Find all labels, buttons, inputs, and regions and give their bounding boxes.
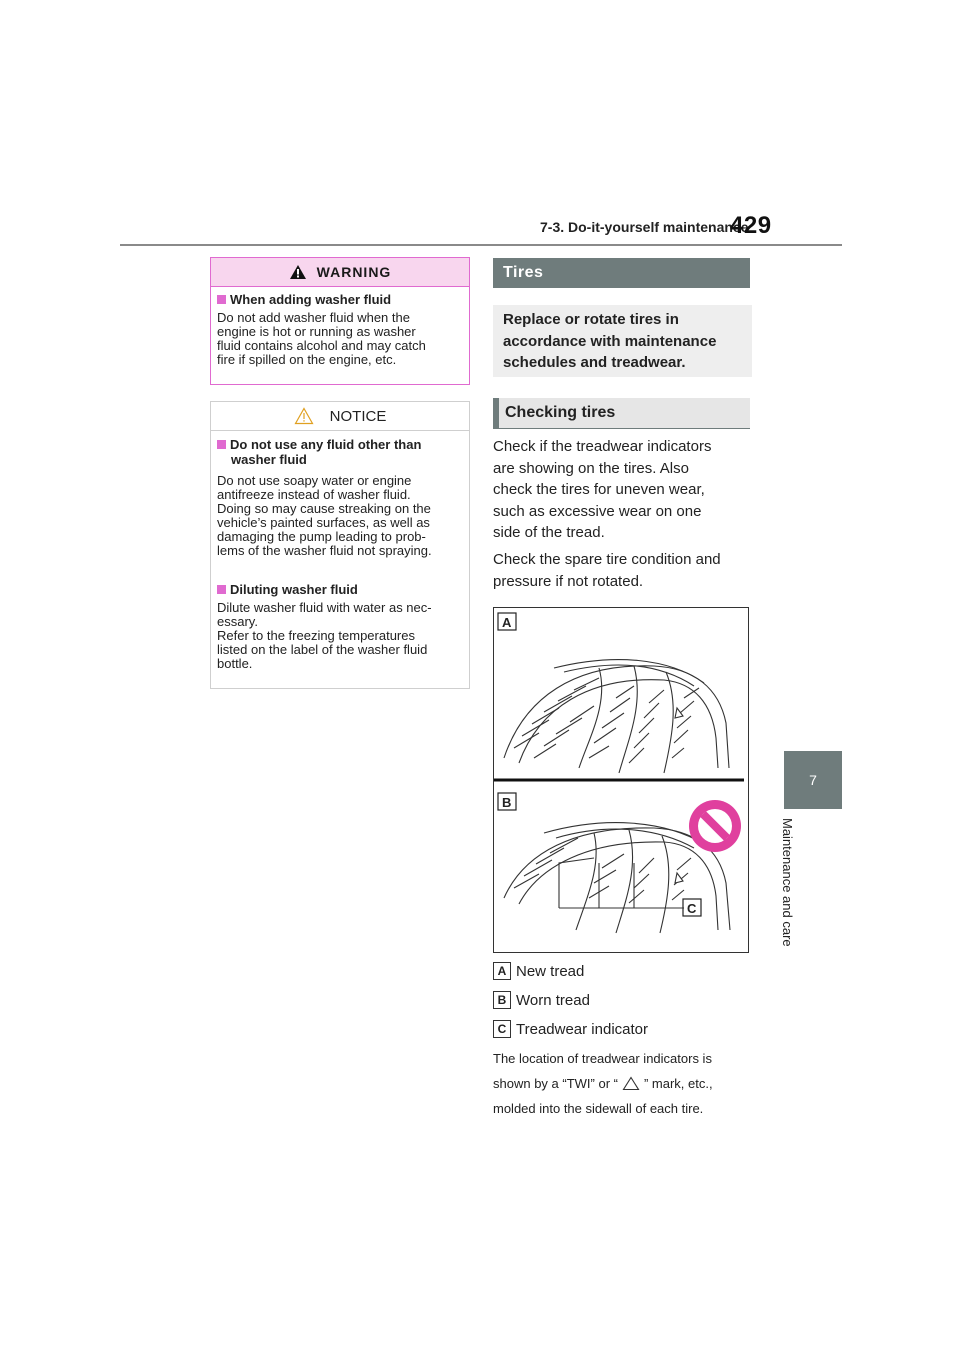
warning-item-heading: When adding washer fluid [217,292,391,307]
chapter-tab [784,751,842,809]
body-paragraph: Check the spare tire condition and pressure if not rotated. [493,551,721,590]
figure-label-a: A [502,615,512,630]
tire-tread-figure [493,607,749,953]
bullet-square-icon [217,585,226,594]
header-section-title: 7-3. Do-it-yourself maintenance [540,219,749,235]
warning-item-body: Do not add washer fluid when the engine is hot or running as washer fluid contains alcohol and may catch fire if spilled on the engine, etc. [217,310,426,367]
notice-title: NOTICE [329,407,387,425]
legend-text: Treadwear indicator [516,1020,649,1038]
notice-item-heading: Diluting washer fluid [217,582,358,597]
caution-triangle-icon [294,407,314,425]
new-tread-tire [504,660,729,773]
bullet-square-icon [217,295,226,304]
warning-header [211,258,469,286]
body-paragraph: Check if the treadwear indicators are showing on the tires. Also check the tires for uneven wear, such as excessive wear on one side of the tread. [493,438,712,541]
warning-box [210,257,470,385]
notice-item-body: Do not use soapy water or engine antifreeze instead of washer fluid. Doing so may cause streaking on the vehicle’s painted surfaces, as well as damaging the pump leading to prob- lems of the washer fluid not spraying. [217,473,432,558]
subsection-title: Checking tires [493,398,750,428]
warning-triangle-icon [289,264,307,280]
legend-item [493,1020,648,1038]
notice-item-heading: Do not use any fluid other than washer fluid [217,437,461,467]
section-title-bar: Tires [493,258,750,288]
chapter-side-label [780,818,810,978]
figure-label-c: C [687,901,697,916]
warning-title: WARNING [316,264,392,280]
page-number: 429 [730,212,772,239]
prohibited-icon [689,800,741,852]
legend-text: New tread [516,962,585,980]
header-rule [120,244,842,246]
legend-text: Worn tread [516,991,590,1009]
legend-item [493,962,584,980]
legend-item [493,991,590,1009]
treadwear-note: The location of treadwear indicators is shown by a “TWI” or “ ” mark, etc., molded into the sidewall of each tire. [493,1051,713,1116]
legend-key: A [493,962,511,980]
tire-illustration [494,608,748,952]
bullet-square-icon [217,440,226,449]
notice-item-body: Dilute washer fluid with water as nec- essary. Refer to the freezing temperatures listed on the label of the washer fluid bottle. [217,600,432,671]
figure-label-b: B [502,795,512,810]
chapter-title: Maintenance and care [780,818,795,947]
legend-key: B [493,991,511,1009]
section-intro: Replace or rotate tires in accordance with maintenance schedules and treadwear. [493,305,752,377]
chapter-number: 7 [809,772,817,788]
triangle-mark-icon [622,1076,640,1091]
legend-key: C [493,1020,511,1038]
notice-box [210,401,470,689]
notice-header [211,402,469,430]
